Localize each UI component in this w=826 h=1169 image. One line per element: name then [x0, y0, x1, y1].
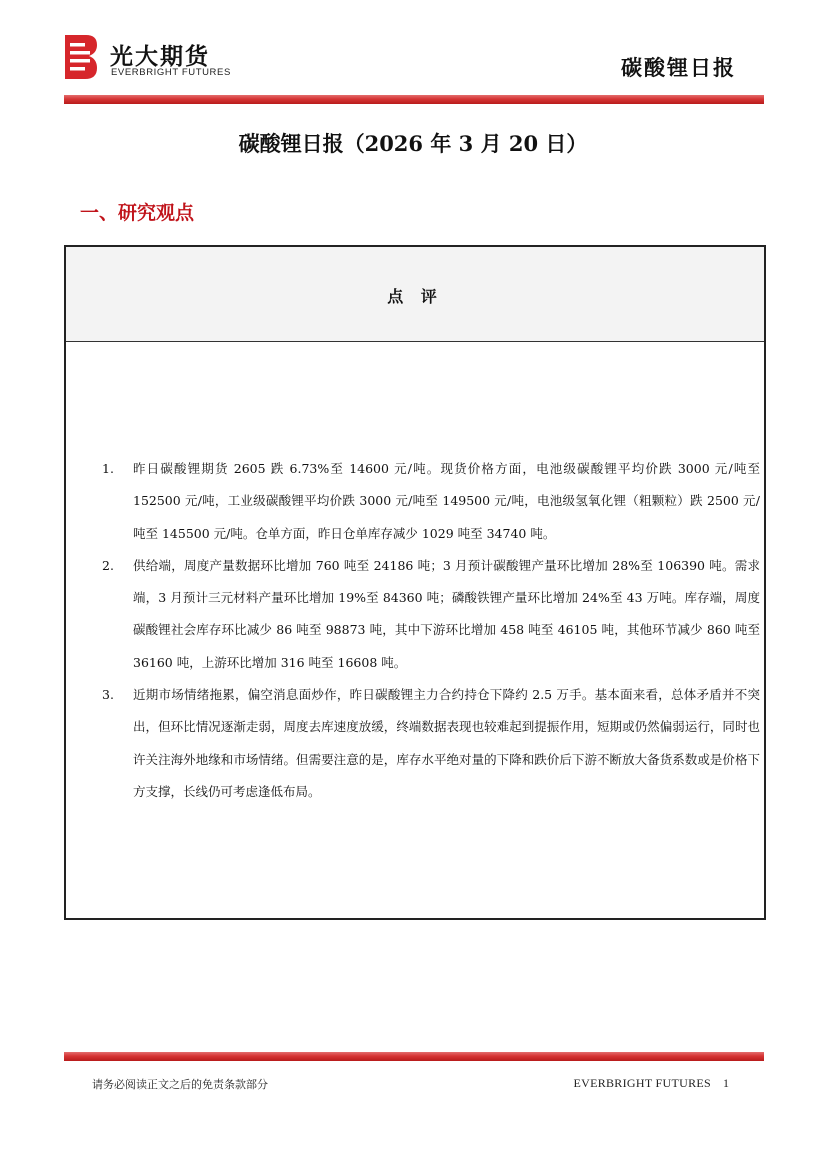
- company-name-en: EVERBRIGHT FUTURES: [111, 67, 231, 78]
- list-item-text: 昨日碳酸锂期货 2605 跌 6.73%至 14600 元/吨。现货价格方面，电池级碳酸锂平均价跌 3000 元/吨至 152500 元/吨，工业级碳酸锂平均价跌 3000 元/吨至 149500 元/吨，电池级氢氧化锂（粗颗粒）跌 2500 元/吨至 145500 元/吨。仓单方面，昨日仓单库存减少 1029 吨至 34740 吨。: [133, 461, 760, 541]
- list-item-number: 1.: [102, 461, 114, 476]
- section-heading: 一、研究观点: [80, 202, 195, 224]
- list-item-number: 3.: [102, 687, 114, 703]
- comment-list: [102, 453, 760, 808]
- report-type: 碳酸锂日报: [621, 56, 736, 80]
- page-title: 碳酸锂日报（2026 年 3 月 20 日）: [238, 131, 588, 156]
- comment-box-title: 点 评: [387, 287, 443, 306]
- company-name-cn: 光大期货: [110, 44, 210, 70]
- comment-box-header: [66, 247, 764, 342]
- list-item: [102, 550, 760, 679]
- list-item: [102, 679, 760, 808]
- footer-company: EVERBRIGHT FUTURES: [573, 1076, 711, 1090]
- everbright-logo-icon: [64, 34, 98, 80]
- comment-box: [64, 245, 766, 920]
- list-item-number: 2.: [102, 557, 114, 573]
- list-item-text: 供给端，周度产量数据环比增加 760 吨至 24186 吨；3 月预计碳酸锂产量环比增加 28%至 106390 吨。需求端，3 月预计三元材料产量环比增加 19%至 84360 吨；磷酸铁锂产量环比增加 24%至 43 万吨。库存端，周度碳酸锂社会库存环比减少 86 吨至 98873 吨，其中下游环比增加 458 吨至 46105 吨，其他环节减少 860 吨至 36160 吨，上游环比增加 316 吨至 16608 吨。: [133, 557, 760, 670]
- header-divider: [64, 95, 764, 104]
- list-item-text: 近期市场情绪拖累，偏空消息面炒作，昨日碳酸锂主力合约持仓下降约 2.5 万手。基本面来看，总体矛盾并不突出，但环比情况逐渐走弱，周度去库速度放缓，终端数据表现也较难起到提振作用，短期或仍然偏弱运行，同时也许关注海外地缘和市场情绪。但需要注意的是，库存水平绝对量的下降和跌价后下游不断放大备货系数或是价格下方支撑，长线仍可考虑逢低布局。: [133, 687, 760, 799]
- footer-divider: [64, 1052, 764, 1061]
- list-item: [102, 453, 760, 550]
- footer-disclaimer: 请务必阅读正文之后的免责条款部分: [92, 1078, 268, 1091]
- page-number: 1: [723, 1076, 729, 1090]
